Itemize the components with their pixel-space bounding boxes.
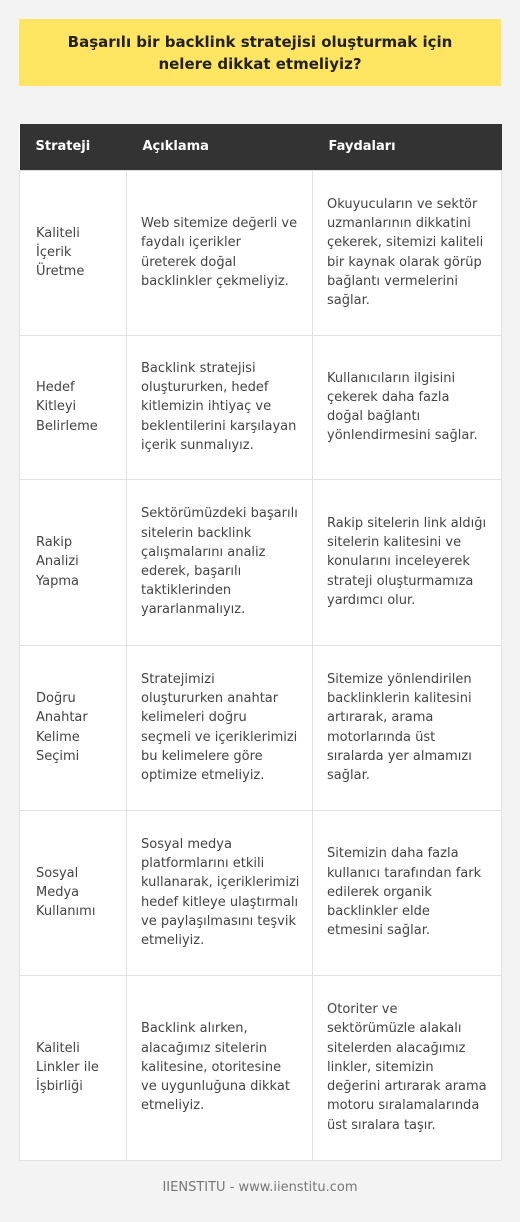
cell-strategy: Hedef Kitleyi Belirleme [20,335,127,479]
header-benefits: Faydaları [313,124,502,170]
cell-benefits: Sitemizin daha fazla kullanıcı tarafından fark edilerek organik backlinkler elde etmesini sağlar. [313,810,502,975]
strategy-table [19,124,502,1161]
header-description: Açıklama [127,124,313,170]
cell-benefits: Sitemize yönlendirilen backlinklerin kalitesini artırarak, arama motorlarında üst sıralarda yer almamızı sağlar. [313,645,502,810]
cell-strategy: Rakip Analizi Yapma [20,479,127,645]
cell-strategy: Kaliteli İçerik Üretme [20,170,127,335]
cell-benefits: Rakip sitelerin link aldığı sitelerin kalitesini ve konularını inceleyerek strateji oluşturmamıza yardımcı olur. [313,479,502,645]
table-row [20,810,502,975]
cell-description: Sektörümüzdeki başarılı sitelerin backlink çalışmalarını analiz ederek, başarılı taktiklerinden yararlanmalıyız. [127,479,313,645]
table-row [20,335,502,479]
cell-benefits: Otoriter ve sektörümüzle alakalı sitelerden alacağımız linkler, sitemizin değerini artırarak arama motoru sıralamalarında üst sıralara taşır. [313,975,502,1160]
footer-credit: IIENSTITU - www.iienstitu.com [162,1180,358,1195]
table-row [20,479,502,645]
table-row [20,170,502,335]
cell-strategy: Doğru Anahtar Kelime Seçimi [20,645,127,810]
cell-description: Sosyal medya platformlarını etkili kullanarak, içeriklerimizi hedef kitleye ulaştırmalı ve paylaşılmasını teşvik etmeliyiz. [127,810,313,975]
page-title: Başarılı bir backlink stratejisi oluşturmak için nelere dikkat etmeliyiz? [67,32,453,73]
cell-description: Stratejimizi oluştururken anahtar kelimeleri doğru seçmeli ve içeriklerimizi bu kelimelere göre optimize etmeliyiz. [127,645,313,810]
cell-strategy: Sosyal Medya Kullanımı [20,810,127,975]
cell-benefits: Kullanıcıların ilgisini çekerek daha fazla doğal bağlantı yönlendirmesini sağlar. [313,335,502,479]
cell-description: Backlink stratejisi oluştururken, hedef kitlemizin ihtiyaç ve beklentilerini karşılayan içerik sunmalıyız. [127,335,313,479]
table-row [20,645,502,810]
header-strategy: Strateji [20,124,127,170]
cell-description: Backlink alırken, alacağımız sitelerin kalitesine, otoritesine ve uygunluğuna dikkat etmeliyiz. [127,975,313,1160]
title-banner [19,19,501,86]
cell-description: Web sitemize değerli ve faydalı içerikler üreterek doğal backlinkler çekmeliyiz. [127,170,313,335]
table-header-row [20,124,502,170]
cell-strategy: Kaliteli Linkler ile İşbirliği [20,975,127,1160]
table-row [20,975,502,1160]
cell-benefits: Okuyucuların ve sektör uzmanlarının dikkatini çekerek, sitemizi kaliteli bir kaynak olarak görüp bağlantı vermelerini sağlar. [313,170,502,335]
